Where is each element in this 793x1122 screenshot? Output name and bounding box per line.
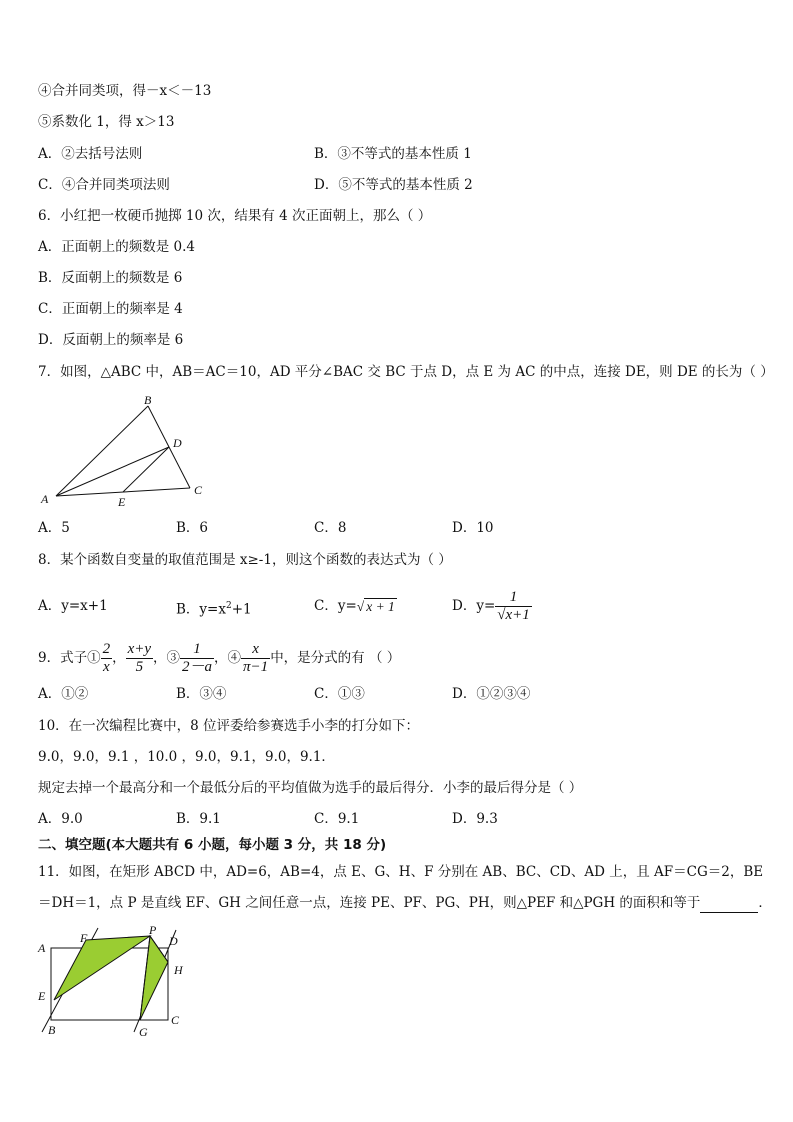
q11-line2: [38, 893, 772, 913]
q11-line2-text: ＝DH＝1，点 P 是直线 EF、GH 之间任意一点，连接 PE、PF、PG、PH，则△PEF 和△PGH 的面积和等于: [38, 895, 701, 911]
q11-label-e: E: [38, 989, 46, 1003]
q8-option-d-denominator: √x+1: [497, 607, 530, 623]
q7-label-b: B: [144, 393, 152, 407]
q5-step4: ④合并同类项，得－x＜－13: [38, 83, 212, 99]
q10-stem: 10．在一次编程比赛中，8 位评委给参赛选手小李的打分如下：: [38, 718, 420, 734]
q10-option-b: B．9.1: [176, 811, 221, 827]
q10-option-c: C．9.1: [314, 811, 360, 827]
q11-line1: 11．如图，在矩形 ABCD 中，AD=6，AB=4，点 E、G、H、F 分别在 AB、BC、CD、AD 上，且 AF＝CG＝2，BE: [38, 864, 764, 880]
q10-scores: 9.0，9.0，9.1 ，10.0 ，9.0，9.1，9.0，9.1．: [38, 749, 335, 765]
q9-fraction-3: [180, 641, 214, 676]
q8-option-d-numerator: 1: [495, 589, 532, 607]
triangle-pef: [54, 936, 150, 1000]
q11-label-p: P: [149, 923, 157, 937]
q8-option-b: [176, 596, 252, 620]
q9-fraction-4: [241, 641, 270, 676]
q7-option-a: A．5: [38, 520, 70, 536]
triangle-pgh: [140, 936, 168, 1020]
q9-prefix: 9．式子①: [38, 650, 101, 666]
q11-line2-end: ．: [758, 895, 772, 911]
q8-option-d-radicand: x+1: [505, 607, 530, 623]
q9-f2-den: 5: [135, 659, 144, 675]
q9-f4-den: π−1: [243, 659, 269, 675]
q11-label-c: C: [171, 1013, 180, 1027]
q9-fraction-1: [101, 641, 113, 676]
q11-label-h: H: [174, 963, 183, 977]
q5-step5: ⑤系数化 1，得 x＞13: [38, 114, 175, 130]
q6-stem: 6．小红把一枚硬币抛掷 10 次，结果有 4 次正面朝上，那么（ ）: [38, 208, 432, 224]
q9-f3-num: 1: [180, 641, 214, 659]
q8-option-b-sup: 2: [225, 601, 232, 611]
q5-option-d: D．⑤不等式的基本性质 2: [314, 177, 473, 193]
q6-option-c: C．正面朝上的频率是 4: [38, 301, 183, 317]
q10-rule: 规定去掉一个最高分和一个最低分后的平均值做为选手的最后得分．小李的最后得分是（ ）: [38, 780, 583, 796]
q9-option-a: A．①②: [38, 686, 89, 702]
q7-label-c: C: [194, 483, 203, 497]
q10-option-a: A．9.0: [38, 811, 83, 827]
q8-option-c-radicand: x + 1: [366, 598, 395, 614]
q6-option-b: B．反面朝上的频数是 6: [38, 270, 183, 286]
q9-f2-num: x+y: [127, 641, 152, 657]
q7-option-c: C．8: [314, 520, 347, 536]
q9-option-b: B．③④: [176, 686, 227, 702]
q5-option-b: B．③不等式的基本性质 1: [314, 146, 472, 162]
q6-option-a: A．正面朝上的频数是 0.4: [38, 239, 196, 255]
q8-option-d: [452, 588, 532, 624]
q9-f1-num: 2: [102, 641, 111, 657]
q8-option-c-sqrt: √ x + 1: [356, 598, 395, 614]
q8-option-b-suffix: +1: [231, 601, 252, 618]
q8-option-a: A．y=x+1: [38, 598, 108, 614]
q9-sep3: ，④: [214, 650, 242, 666]
q10-option-d: D．9.3: [452, 811, 498, 827]
q8-option-b-prefix: B．y=x: [176, 601, 226, 618]
q7-option-d: D．10: [452, 520, 494, 536]
q11-label-f: F: [80, 931, 88, 945]
q9-f4-num: x: [241, 641, 270, 659]
q9-f1-den: x: [103, 659, 110, 675]
q5-option-c: C．④合并同类项法则: [38, 177, 170, 193]
q5-option-a: A．②去括号法则: [38, 146, 143, 162]
q11-label-d: D: [169, 934, 178, 948]
q9-f3-den: 2－a: [182, 659, 213, 675]
q7-label-a: A: [41, 492, 49, 506]
q11-label-a: A: [38, 941, 46, 955]
q9-fraction-2: [126, 641, 153, 676]
q9-option-c: C．①③: [314, 686, 365, 702]
section-2-title: 二、填空题(本大题共有 6 小题，每小题 3 分，共 18 分): [38, 837, 387, 853]
q9-sep1: ，: [112, 650, 126, 666]
q9-option-d: D．①②③④: [452, 686, 531, 702]
q9-sep2: ，③: [153, 650, 181, 666]
q6-option-d: D．反面朝上的频率是 6: [38, 332, 184, 348]
q7-triangle-figure: [36, 392, 216, 514]
q7-label-e: E: [118, 495, 126, 509]
q11-answer-blank: [700, 898, 758, 913]
q8-option-c-prefix: C．y=: [314, 598, 357, 614]
q11-label-g: G: [139, 1025, 148, 1038]
q8-option-c: [314, 596, 397, 617]
q9-suffix: 中，是分式的有 （ ）: [270, 650, 401, 666]
q7-label-d: D: [173, 436, 182, 450]
q7-option-b: B．6: [176, 520, 209, 536]
q8-option-d-fraction: [495, 589, 532, 624]
q11-rectangle-figure: [36, 922, 192, 1038]
q8-stem: 8．某个函数自变量的取值范围是 x≥-1，则这个函数的表达式为（ ）: [38, 552, 452, 568]
q11-label-b: B: [48, 1023, 56, 1037]
q9-stem: [38, 640, 400, 676]
q7-stem: 7．如图，△ABC 中，AB＝AC＝10，AD 平分∠BAC 交 BC 于点 D，点 E 为 AC 的中点，连接 DE，则 DE 的长为（ ）: [38, 364, 774, 380]
q8-option-d-prefix: D．y=: [452, 598, 496, 614]
